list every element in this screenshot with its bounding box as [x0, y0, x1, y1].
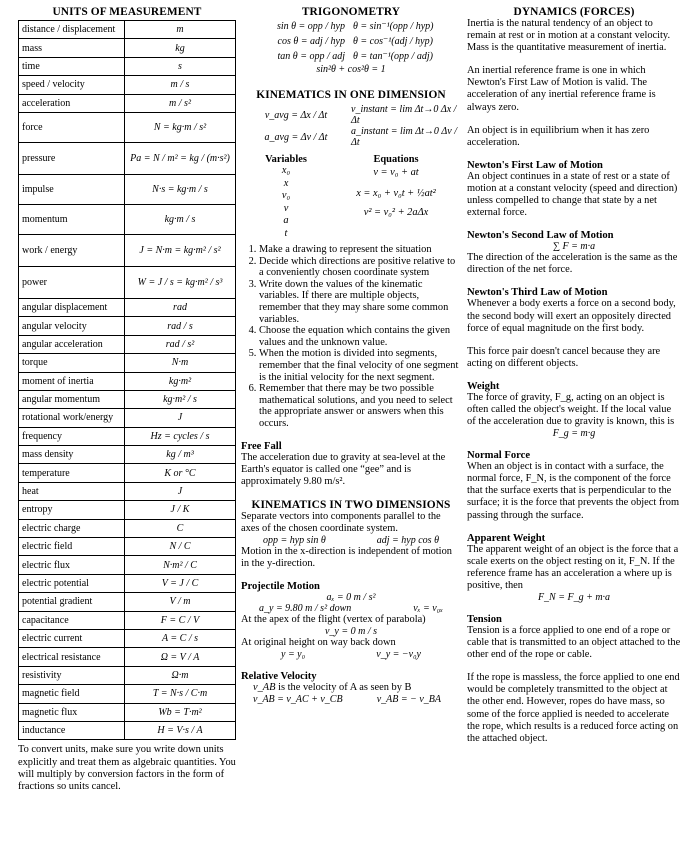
law3-title: Newton's Third Law of Motion — [467, 287, 608, 299]
quantity-name: electric current — [19, 629, 125, 647]
quantity-unit: N·s = kg·m / s — [125, 174, 236, 204]
relative-title: Relative Velocity — [241, 671, 317, 683]
asin-eq: θ = sin⁻¹(opp / hyp) — [353, 21, 434, 32]
variables-heading: Variables — [265, 154, 307, 165]
inertia-text: Inertia is the natural tendency of an object to remain at rest or in motion at a constant velocity. Mass is the quantitative measurement of inertia. — [467, 18, 671, 54]
frame-text: An inertial reference frame is one in which Newton's First Law of Motion is valid. The acceleration of any inertial reference frame is always zero. — [467, 65, 656, 113]
kin2d-text1: Separate vectors into components parallel to the axes of the chosen coordinate system. — [241, 510, 441, 534]
units-row — [19, 519, 236, 537]
vy0-eq: v_y = 0 m / s — [324, 626, 378, 638]
trig-identity: sin²θ + cos²θ = 1 — [316, 64, 386, 75]
units-row — [19, 76, 236, 94]
quantity-name: electric charge — [19, 519, 125, 537]
ax-eq: aₓ = 0 m / s² — [326, 592, 376, 604]
quantity-unit: kg·m / s — [125, 204, 236, 234]
quantity-unit: N·m² / C — [125, 556, 236, 574]
quantity-unit: Ω·m — [125, 666, 236, 684]
quantity-unit: rad — [125, 298, 236, 316]
weight-eq: F_g = m·g — [552, 428, 596, 440]
equations-list — [331, 165, 461, 240]
step-item: 6. Remember that there may be two possible mathematical solutions, and you need to select the appropriate answer or answers when this occurs. — [259, 383, 461, 429]
quantity-name: angular displacement — [19, 298, 125, 316]
kinematics-column — [241, 6, 461, 705]
quantity-unit: Hz = cycles / s — [125, 427, 236, 445]
quantity-unit: kg — [125, 39, 236, 57]
quantity-unit: J — [125, 482, 236, 500]
quantity-name: rotational work/energy — [19, 409, 125, 427]
units-row — [19, 703, 236, 721]
units-row — [19, 112, 236, 142]
weight-title: Weight — [467, 380, 500, 392]
vab-symbol: v_AB — [253, 682, 276, 694]
kin1d-title: KINEMATICS IN ONE DIMENSION — [256, 89, 446, 101]
cos-eq: cos θ = adj / hyp — [277, 36, 345, 47]
relative-line — [241, 682, 461, 694]
problem-steps — [241, 244, 461, 430]
variable: x — [283, 177, 289, 189]
quantity-name: momentum — [19, 204, 125, 234]
relative-eqs — [241, 694, 461, 705]
apparent-title: Apparent Weight — [467, 532, 546, 544]
quantity-unit: J = N·m = kg·m² / s² — [125, 234, 236, 266]
quantity-name: work / energy — [19, 234, 125, 266]
quantity-name: inductance — [19, 721, 125, 739]
tension-text1: Tension is a force applied to one end of a rope or cable that is transmitted to an object attached to the other end of the rope or cable. — [467, 625, 681, 661]
law1-title: Newton's First Law of Motion — [467, 159, 603, 171]
variable: v — [283, 202, 289, 214]
normal-text: When an object is in contact with a surface, the normal force, F_N, is the component of the force that the surface exerts that is perpendicular to the surface; it is the force that prevents the object from passing through the surface. — [467, 461, 680, 521]
variable: x₀ — [281, 165, 291, 176]
quantity-unit: J — [125, 409, 236, 427]
aavg-eq: a_avg = Δv / Δt — [264, 131, 328, 143]
dynamics-column — [467, 6, 681, 745]
normal-title: Normal Force — [467, 450, 531, 462]
tension-title: Tension — [467, 614, 502, 625]
quantity-unit: F = C / V — [125, 611, 236, 629]
equation: x = x₀ + v₀t + ½at² — [356, 188, 436, 199]
variable: a — [283, 215, 289, 226]
relative-eq1: v_AB = v_AC + v_CB — [253, 694, 343, 706]
quantity-name: magnetic field — [19, 685, 125, 703]
quantity-name: electric potential — [19, 574, 125, 592]
tension-text2: If the rope is massless, the force applied to one end would be completely transmitted to the object at the other end. However, ropes do have mass, so some of the force applied is needed to accelerate the rope, which results is a reduced force acting on the attached object. — [467, 672, 680, 744]
acos-eq: θ = cos⁻¹(adj / hyp) — [353, 36, 433, 47]
tan-eq: tan θ = opp / adj — [277, 51, 345, 62]
ainst-eq: a_instant = lim Δt→0 Δv / Δt — [351, 126, 457, 148]
projectile-eqs — [241, 603, 461, 614]
units-row — [19, 427, 236, 445]
step-item: 1. Make a drawing to represent the situation — [259, 244, 461, 256]
quantity-unit: C — [125, 519, 236, 537]
quantity-name: temperature — [19, 464, 125, 482]
kin1d-definitions — [241, 104, 461, 148]
atan-eq: θ = tan⁻¹(opp / adj) — [353, 51, 433, 62]
units-row — [19, 354, 236, 372]
return-eqs — [241, 649, 461, 660]
quantity-name: speed / velocity — [19, 76, 125, 94]
quantity-unit: V / m — [125, 593, 236, 611]
quantity-name: force — [19, 112, 125, 142]
units-row — [19, 482, 236, 500]
dynamics-title: DYNAMICS (FORCES) — [513, 6, 635, 18]
quantity-name: heat — [19, 482, 125, 500]
step-item: 5. When the motion is divided into segments, remember that the final velocity of one segment is the initial velocity for the next segment. — [259, 348, 461, 383]
units-row — [19, 464, 236, 482]
quantity-name: resistivity — [19, 666, 125, 684]
kin2d-title: KINEMATICS IN TWO DIMENSIONS — [251, 498, 451, 511]
units-title: UNITS OF MEASUREMENT — [52, 6, 202, 18]
quantity-name: moment of inertia — [19, 372, 125, 390]
quantity-unit: W = J / s = kg·m² / s³ — [125, 266, 236, 298]
apex-text: At the apex of the flight (vertex of parabola) — [241, 614, 426, 626]
units-row — [19, 409, 236, 427]
equation: v = v₀ + at — [373, 167, 419, 178]
freefall-title: Free Fall — [241, 440, 282, 452]
quantity-name: angular velocity — [19, 317, 125, 335]
quantity-name: impulse — [19, 174, 125, 204]
quantity-name: angular acceleration — [19, 335, 125, 353]
variables-list — [241, 165, 331, 240]
quantity-name: magnetic flux — [19, 703, 125, 721]
quantity-unit: Ω = V / A — [125, 648, 236, 666]
units-row — [19, 501, 236, 519]
quantity-unit: m — [125, 21, 236, 39]
equation: v² = v₀² + 2aΔx — [363, 207, 429, 218]
units-row — [19, 721, 236, 739]
vy-eq: v_y = −v₀y — [376, 649, 421, 661]
quantity-unit: T = N·s / C·m — [125, 685, 236, 703]
units-row — [19, 94, 236, 112]
relative-desc: is the velocity of A as seen by B — [278, 682, 412, 694]
quantity-unit: H = V·s / A — [125, 721, 236, 739]
units-row — [19, 629, 236, 647]
units-row — [19, 39, 236, 57]
quantity-name: torque — [19, 354, 125, 372]
quantity-name: potential gradient — [19, 593, 125, 611]
units-row — [19, 685, 236, 703]
step-item: 3. Write down the values of the kinematic variables. If there are multiple objects, remember that they may share some common variables. — [259, 279, 461, 325]
step-item: 2. Decide which directions are positive relative to a conveniently chosen coordinate system — [259, 256, 461, 279]
quantity-unit: m / s — [125, 76, 236, 94]
quantity-name: mass density — [19, 446, 125, 464]
quantity-name: pressure — [19, 142, 125, 174]
units-row — [19, 21, 236, 39]
quantity-unit: m / s² — [125, 94, 236, 112]
quantity-unit: N = kg·m / s² — [125, 112, 236, 142]
quantity-unit: s — [125, 57, 236, 75]
y-eq: y = y₀ — [281, 649, 306, 661]
ay-eq: a_y = 9.80 m / s² down — [259, 603, 352, 615]
quantity-name: time — [19, 57, 125, 75]
components-eqs — [241, 535, 461, 546]
law2-eq: ∑ F = m·a — [552, 241, 596, 253]
units-row — [19, 57, 236, 75]
quantity-name: mass — [19, 39, 125, 57]
quantity-unit: J / K — [125, 501, 236, 519]
quantity-name: angular momentum — [19, 390, 125, 408]
quantity-unit: kg / m³ — [125, 446, 236, 464]
units-row — [19, 390, 236, 408]
quantity-unit: Wb = T·m² — [125, 703, 236, 721]
units-row — [19, 335, 236, 353]
law3-text: Whenever a body exerts a force on a second body, the second body will exert an oppositely directed force of equal magnitude on the first body. — [467, 298, 676, 334]
vinst-eq: v_instant = lim Δt→0 Δx / Δt — [351, 104, 457, 126]
quantity-unit: kg·m² — [125, 372, 236, 390]
units-row — [19, 317, 236, 335]
units-row — [19, 266, 236, 298]
quantity-name: frequency — [19, 427, 125, 445]
opp-eq: opp = hyp sin θ — [263, 534, 326, 546]
quantity-unit: V = J / C — [125, 574, 236, 592]
kin2d-text2: Motion in the x-direction is independent of motion in the y-direction. — [241, 545, 452, 570]
law2-title: Newton's Second Law of Motion — [467, 230, 614, 242]
vavg-eq: v_avg = Δx / Δt — [264, 109, 328, 121]
adj-eq: adj = hyp cos θ — [376, 534, 439, 546]
quantity-name: entropy — [19, 501, 125, 519]
units-row — [19, 538, 236, 556]
quantity-name: power — [19, 266, 125, 298]
quantity-name: acceleration — [19, 94, 125, 112]
equations-heading: Equations — [373, 154, 419, 165]
units-row — [19, 298, 236, 316]
quantity-name: electric field — [19, 538, 125, 556]
units-row — [19, 611, 236, 629]
quantity-unit: kg·m² / s — [125, 390, 236, 408]
quantity-unit: N·m — [125, 354, 236, 372]
law2-text: The direction of the acceleration is the same as the direction of the net force. — [467, 252, 678, 276]
back-text: At original height on way back down — [241, 637, 396, 649]
units-row — [19, 174, 236, 204]
quantity-unit: rad / s² — [125, 335, 236, 353]
quantity-name: distance / displacement — [19, 21, 125, 39]
quantity-name: electrical resistance — [19, 648, 125, 666]
weight-text: The force of gravity, F_g, acting on an object is often called the object's weight. If the local value of the acceleration due to gravity is known, this is — [467, 391, 675, 428]
variable: t — [284, 227, 288, 239]
units-table — [18, 20, 236, 740]
projectile-title: Projectile Motion — [241, 581, 320, 593]
quantity-unit: rad / s — [125, 317, 236, 335]
freefall-text: The acceleration due to gravity at sea-level at the Earth's equator is called one “gee” and is approximately 9.80 m/s². — [241, 451, 446, 487]
units-row — [19, 648, 236, 666]
units-row — [19, 204, 236, 234]
step-item: 4. Choose the equation which contains the given values and the unknown value. — [259, 325, 461, 348]
units-column — [18, 6, 236, 793]
vx-eq: vₓ = v₀ₓ — [413, 603, 443, 615]
units-row — [19, 593, 236, 611]
units-row — [19, 574, 236, 592]
apparent-text: The apparent weight of an object is the force that a scale exerts on the object resting on it, F_N. If the reference frame has an acceleration a where up is positive, then — [467, 543, 679, 591]
units-row — [19, 372, 236, 390]
variable: v₀ — [281, 190, 291, 201]
quantity-name: electric flux — [19, 556, 125, 574]
trig-title: TRIGONOMETRY — [301, 6, 401, 18]
variables-equations — [241, 154, 461, 240]
quantity-unit: Pa = N / m² = kg / (m·s²) — [125, 142, 236, 174]
relative-eq2: v_AB = − v_BA — [376, 694, 441, 706]
units-note: To convert units, make sure you write down units explicitly and treat them as algebraic quantities. You will multiply by conversion factors in the form of fractions so units cancel. — [18, 744, 236, 792]
units-row — [19, 446, 236, 464]
quantity-unit: K or °C — [125, 464, 236, 482]
equilibrium-text: An object is in equilibrium when it has zero acceleration. — [467, 124, 650, 148]
quantity-name: capacitance — [19, 611, 125, 629]
quantity-unit: A = C / s — [125, 629, 236, 647]
trig-equations — [241, 21, 461, 62]
units-row — [19, 666, 236, 684]
units-row — [19, 556, 236, 574]
units-row — [19, 142, 236, 174]
quantity-unit: N / C — [125, 538, 236, 556]
apparent-eq: F_N = F_g + m·a — [537, 592, 611, 603]
law1-text: An object continues in a state of rest or a state of motion at a constant velocity (speed and direction) unless compelled to change that state by a net external force. — [467, 170, 678, 219]
units-row — [19, 234, 236, 266]
sin-eq: sin θ = opp / hyp — [276, 21, 345, 32]
law3b-text: This force pair doesn't cancel because they are acting on different objects. — [467, 345, 661, 369]
